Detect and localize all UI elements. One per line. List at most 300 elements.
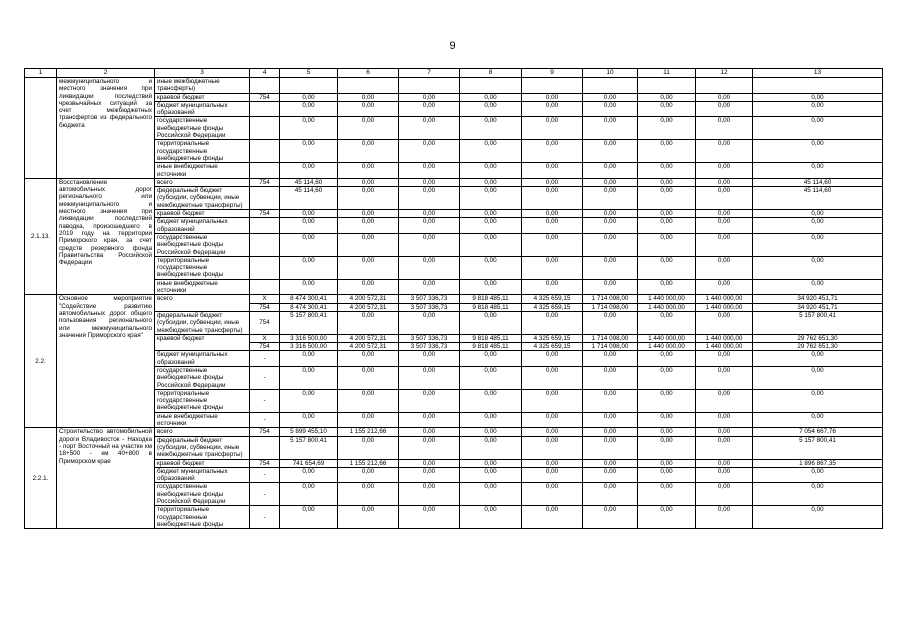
value-cell: 0,00 xyxy=(522,428,583,436)
value-cell: 0,00 xyxy=(583,311,638,334)
funding-source: территориальные государственные внебюджетные фонды xyxy=(155,389,250,412)
value-cell: 0,00 xyxy=(522,366,583,389)
value-cell: 0,00 xyxy=(638,483,696,506)
value-cell: 0,00 xyxy=(753,389,883,412)
header-cell: 4 xyxy=(250,69,280,78)
value-cell: 0,00 xyxy=(522,311,583,334)
value-cell: 0,00 xyxy=(522,412,583,428)
grbs-code-line: X xyxy=(262,334,267,342)
value-line: 34 920 451,71 xyxy=(797,295,838,303)
value-cell: 0,00 xyxy=(460,101,522,117)
value-cell: 0,00 xyxy=(638,311,696,334)
value-line: 4 325 659,15 xyxy=(533,295,571,303)
value-cell: 5 157 800,41 xyxy=(753,436,883,459)
funding-source: территориальные государственные внебюджетные фонды xyxy=(155,256,250,279)
funding-source: территориальные государственные внебюджетные фонды xyxy=(155,506,250,529)
value-cell: 0,00 xyxy=(583,351,638,367)
value-cell: 0,00 xyxy=(753,366,883,389)
grbs-code: 754 xyxy=(250,311,280,334)
value-cell: 0,00 xyxy=(399,412,460,428)
value-cell: 741 654,69 xyxy=(280,459,338,467)
grbs-code xyxy=(250,78,280,94)
value-cell: 0,00 xyxy=(280,506,338,529)
grbs-code-line: 754 xyxy=(250,342,279,350)
value-cell: 45 114,60 xyxy=(280,187,338,210)
value-cell: 0,00 xyxy=(583,436,638,459)
value-line: 9 818 485,11 xyxy=(472,334,509,342)
value-cell: 0,00 xyxy=(460,140,522,163)
value-cell: 0,00 xyxy=(583,140,638,163)
value-cell: 5 157 800,41 xyxy=(280,311,338,334)
grbs-code xyxy=(250,218,280,234)
value-cell: 0,00 xyxy=(522,436,583,459)
value-cell: 0,00 xyxy=(638,467,696,483)
value-line: 3 316 500,00 xyxy=(280,342,337,350)
value-cell xyxy=(522,295,583,312)
value-cell: 7 054 667,76 xyxy=(753,428,883,436)
grbs-code-line: 754 xyxy=(250,303,279,311)
value-cell: 0,00 xyxy=(399,178,460,186)
value-line: 4 325 659,15 xyxy=(522,303,582,311)
value-cell: 0,00 xyxy=(753,218,883,234)
value-cell: 0,00 xyxy=(522,218,583,234)
value-cell: 0,00 xyxy=(753,506,883,529)
value-cell: 0,00 xyxy=(583,101,638,117)
value-cell: 0,00 xyxy=(338,366,399,389)
value-cell: 0,00 xyxy=(696,163,753,179)
value-cell: 0,00 xyxy=(638,93,696,101)
value-cell: 0,00 xyxy=(753,412,883,428)
value-cell: 0,00 xyxy=(638,412,696,428)
value-cell: 0,00 xyxy=(460,187,522,210)
value-cell xyxy=(583,295,638,312)
value-cell: 0,00 xyxy=(696,218,753,234)
value-cell: 0,00 xyxy=(399,506,460,529)
value-cell xyxy=(753,78,883,94)
value-cell: 0,00 xyxy=(338,412,399,428)
row-index: 2.1.13. xyxy=(25,178,57,294)
value-cell: 1 896 867,35 xyxy=(753,459,883,467)
value-cell: 0,00 xyxy=(399,163,460,179)
value-cell: 0,00 xyxy=(638,178,696,186)
header-cell: 3 xyxy=(155,69,250,78)
value-line: 4 325 659,15 xyxy=(533,334,571,342)
value-line: 1 440 000,00 xyxy=(705,334,743,342)
funding-source: государственные внебюджетные фонды Российской Федерации xyxy=(155,117,250,140)
value-cell: 0,00 xyxy=(460,233,522,256)
page-number: 9 xyxy=(449,40,456,52)
value-cell: 0,00 xyxy=(399,256,460,279)
grbs-code: - xyxy=(250,506,280,529)
value-cell: 0,00 xyxy=(583,93,638,101)
value-line: 4 200 572,31 xyxy=(349,334,387,342)
value-cell: 0,00 xyxy=(399,351,460,367)
value-line: 1 714 098,00 xyxy=(591,334,629,342)
value-cell: 0,00 xyxy=(338,483,399,506)
value-line: 8 474 300,41 xyxy=(280,303,337,311)
value-cell: 0,00 xyxy=(280,483,338,506)
header-cell: 10 xyxy=(583,69,638,78)
value-cell: 0,00 xyxy=(338,101,399,117)
value-cell: 0,00 xyxy=(338,140,399,163)
grbs-code xyxy=(250,256,280,279)
funding-source: бюджет муниципальных образований xyxy=(155,351,250,367)
grbs-code: - xyxy=(250,467,280,483)
table-row xyxy=(25,295,883,312)
value-cell: 0,00 xyxy=(583,210,638,218)
value-cell: 0,00 xyxy=(696,140,753,163)
grbs-code xyxy=(250,163,280,179)
value-cell xyxy=(638,295,696,312)
value-cell: 0,00 xyxy=(638,163,696,179)
value-cell: 0,00 xyxy=(280,279,338,295)
value-cell: 0,00 xyxy=(696,366,753,389)
value-cell xyxy=(399,78,460,94)
value-line: 4 200 572,31 xyxy=(338,342,398,350)
value-cell: 0,00 xyxy=(753,210,883,218)
funding-source: федеральный бюджет (субсидии, субвенции, иные межбюджетные трансферты) xyxy=(155,436,250,459)
value-cell: 0,00 xyxy=(753,467,883,483)
value-cell: 0,00 xyxy=(280,351,338,367)
funding-source: иные внебюджетные источники xyxy=(155,412,250,428)
funding-source: всего xyxy=(155,178,250,186)
grbs-code: - xyxy=(250,389,280,412)
value-cell: 0,00 xyxy=(280,389,338,412)
value-cell xyxy=(280,295,338,312)
header-cell: 5 xyxy=(280,69,338,78)
value-line: 3 507 336,73 xyxy=(399,342,459,350)
value-cell: 0,00 xyxy=(338,436,399,459)
value-cell: 0,00 xyxy=(280,117,338,140)
value-cell: 0,00 xyxy=(753,233,883,256)
value-cell: 0,00 xyxy=(338,311,399,334)
funding-source: бюджет муниципальных образований xyxy=(155,218,250,234)
value-cell: 0,00 xyxy=(522,140,583,163)
value-cell: 0,00 xyxy=(280,233,338,256)
value-cell: 0,00 xyxy=(522,256,583,279)
value-cell xyxy=(399,295,460,312)
funding-source: краевой бюджет xyxy=(155,210,250,218)
value-cell: 0,00 xyxy=(583,117,638,140)
value-cell: 0,00 xyxy=(280,210,338,218)
grbs-code xyxy=(250,101,280,117)
value-cell: 0,00 xyxy=(696,412,753,428)
value-cell: 0,00 xyxy=(696,428,753,436)
value-cell: 0,00 xyxy=(280,163,338,179)
value-cell: 0,00 xyxy=(338,233,399,256)
table-row xyxy=(25,78,883,94)
funding-source: федеральный бюджет (субсидии, субвенции, иные межбюджетные трансферты) xyxy=(155,187,250,210)
value-cell: 0,00 xyxy=(338,467,399,483)
value-cell: 0,00 xyxy=(399,311,460,334)
header-cell: 12 xyxy=(696,69,753,78)
value-line: 1 440 000,00 xyxy=(696,342,752,350)
grbs-code: 754 xyxy=(250,178,280,186)
value-cell: 0,00 xyxy=(460,117,522,140)
value-cell: 0,00 xyxy=(338,351,399,367)
value-cell xyxy=(460,295,522,312)
header-cell: 6 xyxy=(338,69,399,78)
value-cell: 0,00 xyxy=(638,351,696,367)
value-line: 1 440 000,00 xyxy=(696,303,752,311)
header-cell: 1 xyxy=(25,69,57,78)
funding-source: краевой бюджет xyxy=(155,459,250,467)
value-cell: 0,00 xyxy=(696,101,753,117)
value-cell: 0,00 xyxy=(460,506,522,529)
grbs-code xyxy=(250,334,280,351)
value-cell: 0,00 xyxy=(638,436,696,459)
value-cell: 0,00 xyxy=(460,428,522,436)
value-cell: 0,00 xyxy=(460,351,522,367)
value-line: 3 507 336,73 xyxy=(399,303,459,311)
value-cell xyxy=(696,78,753,94)
value-line: 3 316 500,00 xyxy=(290,334,327,342)
value-cell: 0,00 xyxy=(696,93,753,101)
value-cell: 0,00 xyxy=(338,163,399,179)
value-cell: 0,00 xyxy=(638,233,696,256)
measure-name: Восстановление автомобильных дорог регионального или межмуниципального и местного значения при ликвидации последствий паводка, произошедшего в 2019 году на территории Приморского края, за счет средств резервного фонда Правительства Российской Федерации xyxy=(57,178,155,294)
funding-source: всего xyxy=(155,428,250,436)
value-cell: 0,00 xyxy=(583,233,638,256)
value-cell: 0,00 xyxy=(638,389,696,412)
funding-source: краевой бюджет xyxy=(155,93,250,101)
value-cell: 0,00 xyxy=(696,311,753,334)
funding-source: федеральный бюджет (субсидии, субвенции, иные межбюджетные трансферты) xyxy=(155,311,250,334)
value-cell xyxy=(522,334,583,351)
value-line: 1 440 000,00 xyxy=(648,334,685,342)
value-cell: 0,00 xyxy=(583,506,638,529)
funding-source: иные внебюджетные источники xyxy=(155,279,250,295)
value-cell: 0,00 xyxy=(522,210,583,218)
value-cell: 1 155 212,66 xyxy=(338,459,399,467)
value-cell: 0,00 xyxy=(280,412,338,428)
value-cell xyxy=(280,78,338,94)
value-line: 29 762 651,30 xyxy=(753,342,882,350)
value-line: 9 818 485,11 xyxy=(460,303,521,311)
value-cell: 0,00 xyxy=(399,233,460,256)
value-cell: 0,00 xyxy=(399,93,460,101)
value-cell: 0,00 xyxy=(696,178,753,186)
grbs-code: - xyxy=(250,483,280,506)
measure-name: Основное мероприятие "Содействие развитию автомобильных дорог общего пользования регионального или межмуниципального значения Приморского края" xyxy=(57,295,155,428)
grbs-code: 754 xyxy=(250,210,280,218)
measure-name: межмуниципального и местного значения при ликвидации последствий чрезвычайных ситуаций за счет межбюджетных трансфертов из федерального бюджета xyxy=(57,78,155,179)
funding-source: государственные внебюджетные фонды Российской Федерации xyxy=(155,233,250,256)
value-cell: 0,00 xyxy=(460,178,522,186)
grbs-code: - xyxy=(250,351,280,367)
value-cell: 0,00 xyxy=(522,178,583,186)
grbs-code: 754 xyxy=(250,428,280,436)
value-cell: 0,00 xyxy=(338,187,399,210)
value-cell xyxy=(460,78,522,94)
value-cell: 0,00 xyxy=(638,256,696,279)
row-index: 2.2.1. xyxy=(25,428,57,529)
value-cell: 0,00 xyxy=(696,187,753,210)
value-cell: 0,00 xyxy=(460,210,522,218)
value-cell: 0,00 xyxy=(460,218,522,234)
header-row xyxy=(25,69,883,78)
value-cell: 0,00 xyxy=(583,412,638,428)
value-line: 3 507 336,73 xyxy=(410,334,448,342)
value-cell: 0,00 xyxy=(460,436,522,459)
value-cell: 0,00 xyxy=(638,218,696,234)
value-cell: 0,00 xyxy=(399,279,460,295)
value-cell: 0,00 xyxy=(460,412,522,428)
grbs-code xyxy=(250,117,280,140)
funding-source: бюджет муниципальных образований xyxy=(155,101,250,117)
value-line: 1 440 000,00 xyxy=(648,295,685,303)
value-cell: 0,00 xyxy=(280,366,338,389)
value-cell: 0,00 xyxy=(460,483,522,506)
value-line: 34 920 451,71 xyxy=(753,303,882,311)
value-cell: 0,00 xyxy=(522,506,583,529)
value-line: 8 474 300,41 xyxy=(290,295,327,303)
value-cell: 0,00 xyxy=(399,436,460,459)
value-cell: 0,00 xyxy=(460,256,522,279)
value-cell: 0,00 xyxy=(696,467,753,483)
value-cell: 0,00 xyxy=(696,233,753,256)
value-cell xyxy=(338,295,399,312)
value-line: 1 714 098,00 xyxy=(591,295,629,303)
value-cell: 0,00 xyxy=(638,117,696,140)
value-cell: 5 899 455,10 xyxy=(280,428,338,436)
value-cell: 0,00 xyxy=(280,93,338,101)
value-cell: 0,00 xyxy=(338,93,399,101)
value-cell xyxy=(638,78,696,94)
value-cell: 0,00 xyxy=(460,311,522,334)
value-cell: 0,00 xyxy=(583,428,638,436)
value-line: 1 440 000,00 xyxy=(705,295,743,303)
value-cell xyxy=(753,295,883,312)
value-cell: 0,00 xyxy=(753,117,883,140)
value-cell xyxy=(583,78,638,94)
value-line: 9 818 485,11 xyxy=(460,342,521,350)
value-cell: 0,00 xyxy=(338,506,399,529)
header-cell: 13 xyxy=(753,69,883,78)
value-cell: 0,00 xyxy=(338,210,399,218)
value-cell: 0,00 xyxy=(696,351,753,367)
value-cell: 0,00 xyxy=(460,467,522,483)
grbs-code: - xyxy=(250,412,280,428)
value-line: 4 200 572,31 xyxy=(338,303,398,311)
value-cell: 0,00 xyxy=(399,117,460,140)
value-cell xyxy=(338,78,399,94)
value-cell: 0,00 xyxy=(460,459,522,467)
value-cell: 0,00 xyxy=(399,389,460,412)
value-cell: 0,00 xyxy=(638,140,696,163)
value-line: 4 200 572,31 xyxy=(349,295,387,303)
value-cell: 0,00 xyxy=(638,187,696,210)
value-cell: 0,00 xyxy=(399,467,460,483)
value-cell: 0,00 xyxy=(638,210,696,218)
header-cell: 9 xyxy=(522,69,583,78)
value-cell xyxy=(522,78,583,94)
funding-source: государственные внебюджетные фонды Российской Федерации xyxy=(155,366,250,389)
value-cell xyxy=(583,334,638,351)
grbs-code xyxy=(250,140,280,163)
value-cell xyxy=(338,334,399,351)
funding-source: иные межбюджетные трансферты) xyxy=(155,78,250,94)
value-cell: 0,00 xyxy=(280,467,338,483)
value-cell: 0,00 xyxy=(399,101,460,117)
value-cell: 0,00 xyxy=(638,366,696,389)
value-cell: 0,00 xyxy=(696,483,753,506)
value-cell: 0,00 xyxy=(583,483,638,506)
value-cell: 0,00 xyxy=(280,101,338,117)
row-index: 2.2. xyxy=(25,295,57,428)
value-cell: 0,00 xyxy=(583,279,638,295)
value-cell: 0,00 xyxy=(696,459,753,467)
value-cell: 0,00 xyxy=(399,366,460,389)
grbs-code: 754 xyxy=(250,93,280,101)
value-line: 1 440 000,00 xyxy=(638,342,695,350)
value-cell: 1 155 212,66 xyxy=(338,428,399,436)
header-cell: 11 xyxy=(638,69,696,78)
funding-source: бюджет муниципальных образований xyxy=(155,467,250,483)
value-cell: 0,00 xyxy=(280,140,338,163)
value-cell: 0,00 xyxy=(583,389,638,412)
value-cell xyxy=(460,334,522,351)
value-cell: 0,00 xyxy=(696,436,753,459)
value-cell xyxy=(753,334,883,351)
value-cell xyxy=(399,334,460,351)
value-cell: 0,00 xyxy=(522,279,583,295)
value-cell: 0,00 xyxy=(522,233,583,256)
grbs-code xyxy=(250,233,280,256)
value-cell: 5 157 800,41 xyxy=(753,311,883,334)
funding-source: территориальные государственные внебюджетные фонды xyxy=(155,140,250,163)
value-cell: 0,00 xyxy=(638,101,696,117)
header-cell: 8 xyxy=(460,69,522,78)
value-cell: 0,00 xyxy=(583,256,638,279)
value-cell: 0,00 xyxy=(460,163,522,179)
value-cell: 0,00 xyxy=(280,218,338,234)
value-cell: 0,00 xyxy=(522,467,583,483)
value-cell: 0,00 xyxy=(696,506,753,529)
value-cell: 0,00 xyxy=(338,218,399,234)
value-cell: 0,00 xyxy=(522,459,583,467)
header-cell: 2 xyxy=(57,69,155,78)
value-cell: 0,00 xyxy=(583,459,638,467)
value-line: 4 325 659,15 xyxy=(522,342,582,350)
value-cell: 0,00 xyxy=(522,483,583,506)
value-cell: 0,00 xyxy=(460,366,522,389)
value-cell: 0,00 xyxy=(753,256,883,279)
value-cell: 0,00 xyxy=(399,140,460,163)
value-cell: 0,00 xyxy=(696,256,753,279)
value-cell: 0,00 xyxy=(460,389,522,412)
value-cell: 45 114,60 xyxy=(753,178,883,186)
value-cell: 0,00 xyxy=(583,218,638,234)
grbs-code xyxy=(250,295,280,312)
measure-name: Строительство автомобильной дороги Владивосток - Находка - порт Восточный на участке км 18+500 - км 40+800 в Приморском крае xyxy=(57,428,155,529)
value-cell: 0,00 xyxy=(638,459,696,467)
value-cell: 0,00 xyxy=(338,389,399,412)
grbs-code xyxy=(250,436,280,459)
value-cell: 0,00 xyxy=(522,117,583,140)
funding-source: государственные внебюджетные фонды Российской Федерации xyxy=(155,483,250,506)
value-cell xyxy=(280,334,338,351)
value-line: 1 440 000,00 xyxy=(638,303,695,311)
value-cell: 0,00 xyxy=(753,351,883,367)
value-cell: 45 114,60 xyxy=(753,187,883,210)
value-cell xyxy=(696,295,753,312)
value-cell: 0,00 xyxy=(638,279,696,295)
grbs-code xyxy=(250,279,280,295)
funding-source: иные внебюджетные источники xyxy=(155,163,250,179)
value-cell: 0,00 xyxy=(696,279,753,295)
value-cell: 0,00 xyxy=(638,428,696,436)
